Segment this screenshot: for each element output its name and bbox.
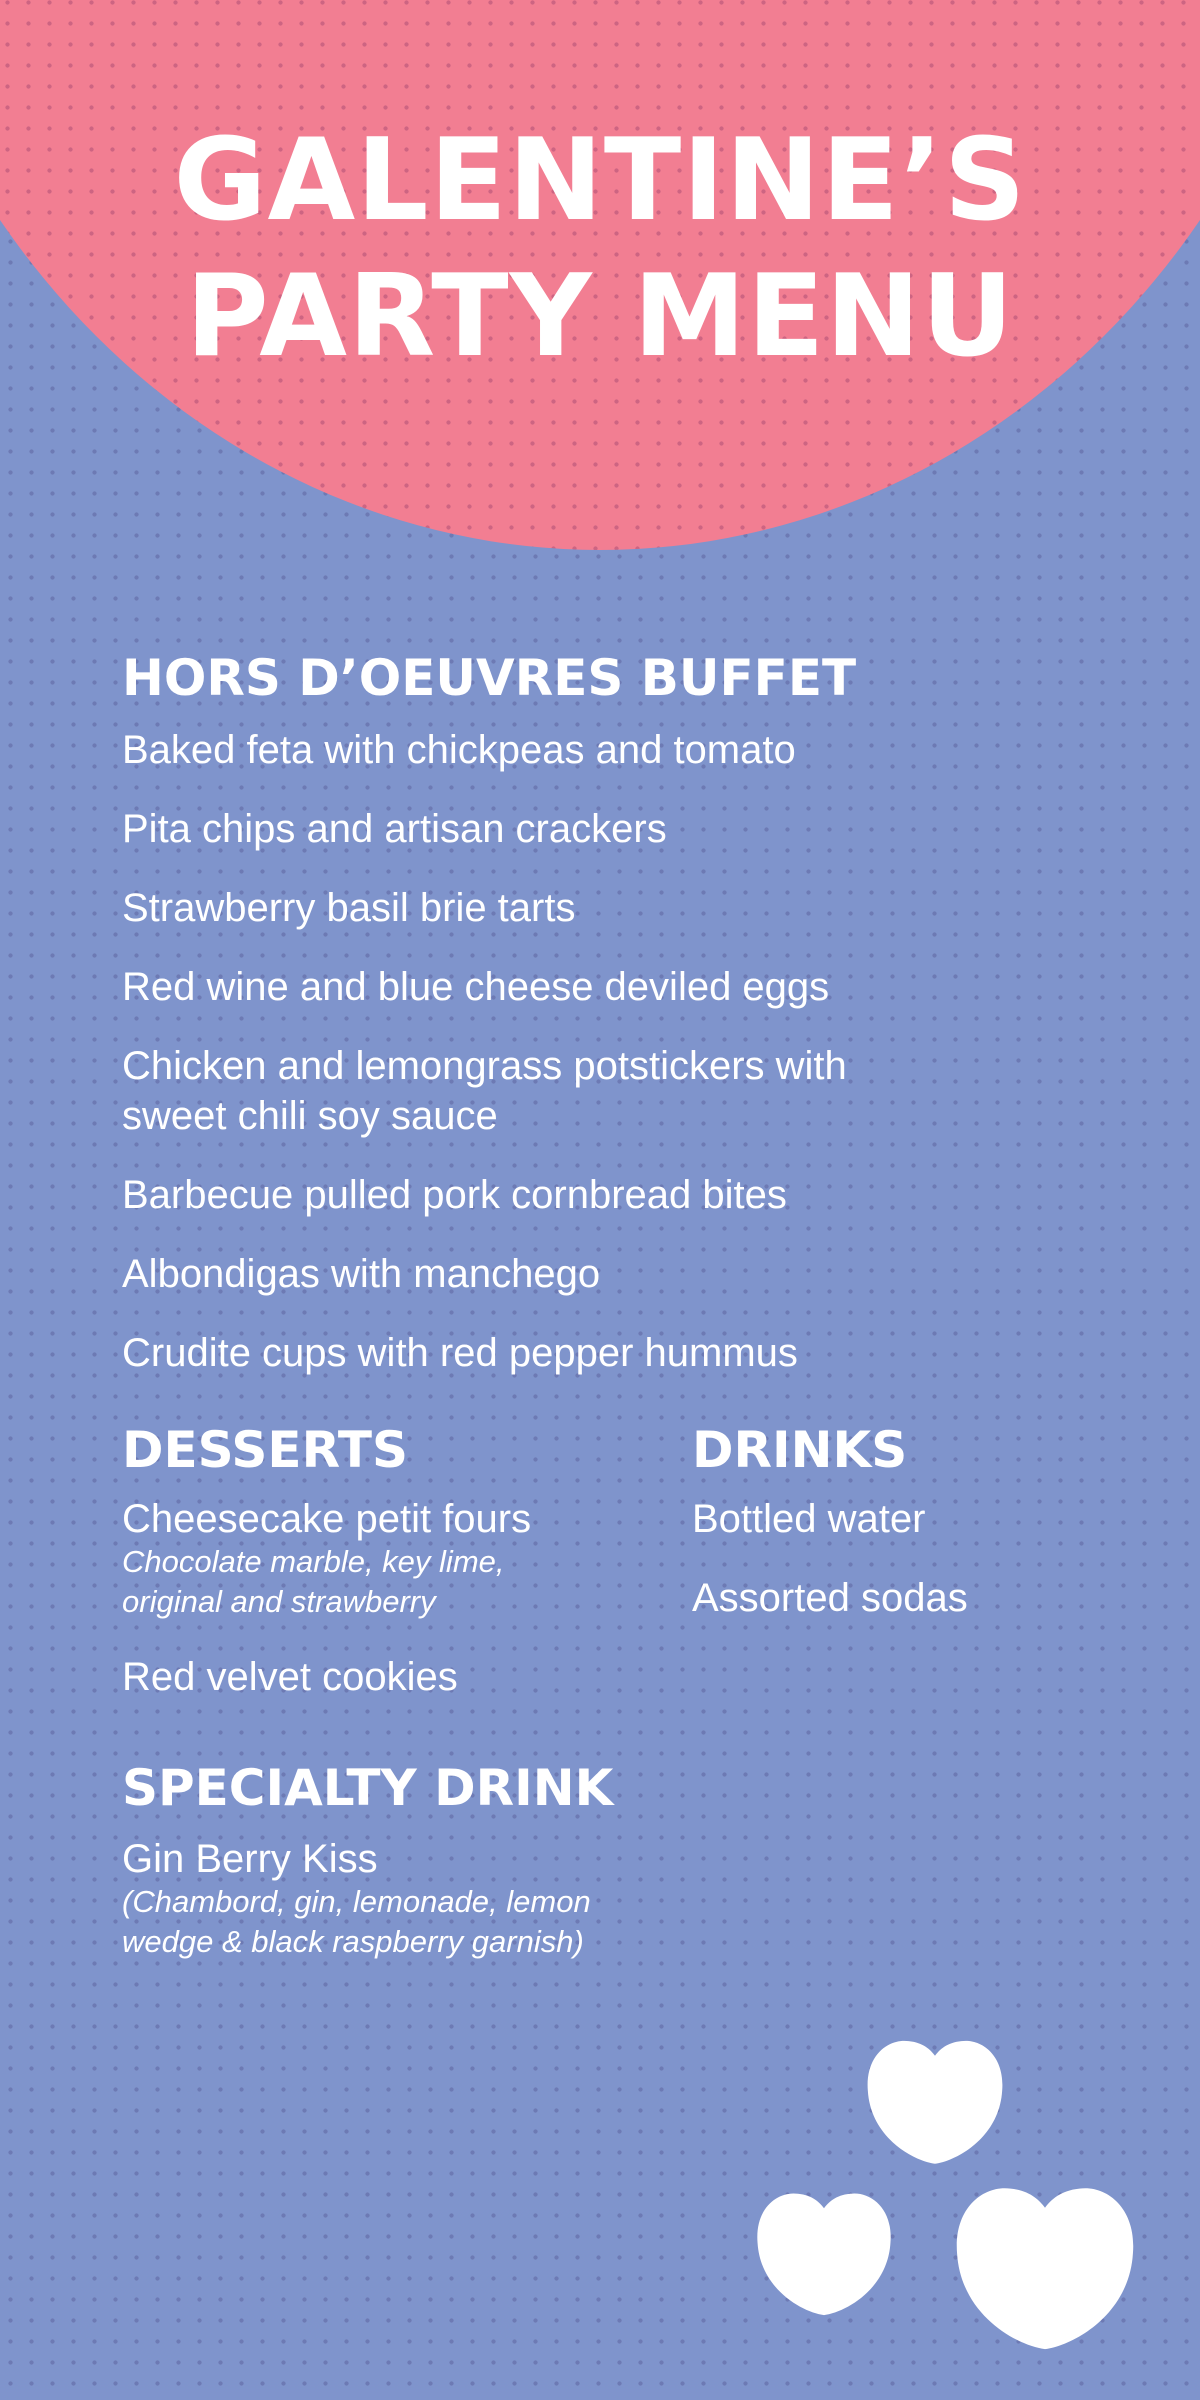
drink-item: Assorted sodas bbox=[692, 1576, 968, 1620]
drink-item: Bottled water bbox=[692, 1497, 926, 1541]
heart-icon bbox=[946, 2181, 1144, 2353]
menu-item-continued: sweet chili soy sauce bbox=[122, 1094, 498, 1138]
menu-item: Strawberry basil brie tarts bbox=[122, 886, 576, 930]
menu-item: Barbecue pulled pork cornbread bites bbox=[122, 1173, 787, 1217]
dessert-item: Red velvet cookies bbox=[122, 1655, 458, 1699]
desserts-heading: DESSERTS bbox=[122, 1421, 408, 1479]
menu-item: Pita chips and artisan crackers bbox=[122, 807, 667, 851]
heart-icon bbox=[751, 2188, 897, 2318]
menu-item: Crudite cups with red pepper hummus bbox=[122, 1331, 798, 1375]
menu-item: Albondigas with manchego bbox=[122, 1252, 601, 1296]
drinks-heading: DRINKS bbox=[692, 1421, 908, 1479]
page-title bbox=[0, 112, 1200, 384]
dessert-note: original and strawberry bbox=[122, 1584, 436, 1619]
heart-icon bbox=[862, 2035, 1008, 2167]
menu-item: Chicken and lemongrass potstickers with bbox=[122, 1044, 847, 1088]
menu-item: Red wine and blue cheese deviled eggs bbox=[122, 965, 830, 1009]
specialty-drink-heading: SPECIALTY DRINK bbox=[122, 1759, 614, 1817]
title-line-1: GALENTINE’S bbox=[173, 114, 1027, 246]
specialty-drink-note: wedge & black raspberry garnish) bbox=[122, 1924, 584, 1959]
dessert-item: Cheesecake petit fours bbox=[122, 1497, 532, 1541]
dessert-note: Chocolate marble, key lime, bbox=[122, 1544, 505, 1579]
specialty-drink-note: (Chambord, gin, lemonade, lemon bbox=[122, 1884, 591, 1919]
title-line-2: PARTY MENU bbox=[185, 250, 1015, 382]
menu-item: Baked feta with chickpeas and tomato bbox=[122, 728, 796, 772]
hors-doeuvres-heading: HORS D’OEUVRES BUFFET bbox=[122, 649, 857, 707]
specialty-drink-name: Gin Berry Kiss bbox=[122, 1837, 378, 1881]
